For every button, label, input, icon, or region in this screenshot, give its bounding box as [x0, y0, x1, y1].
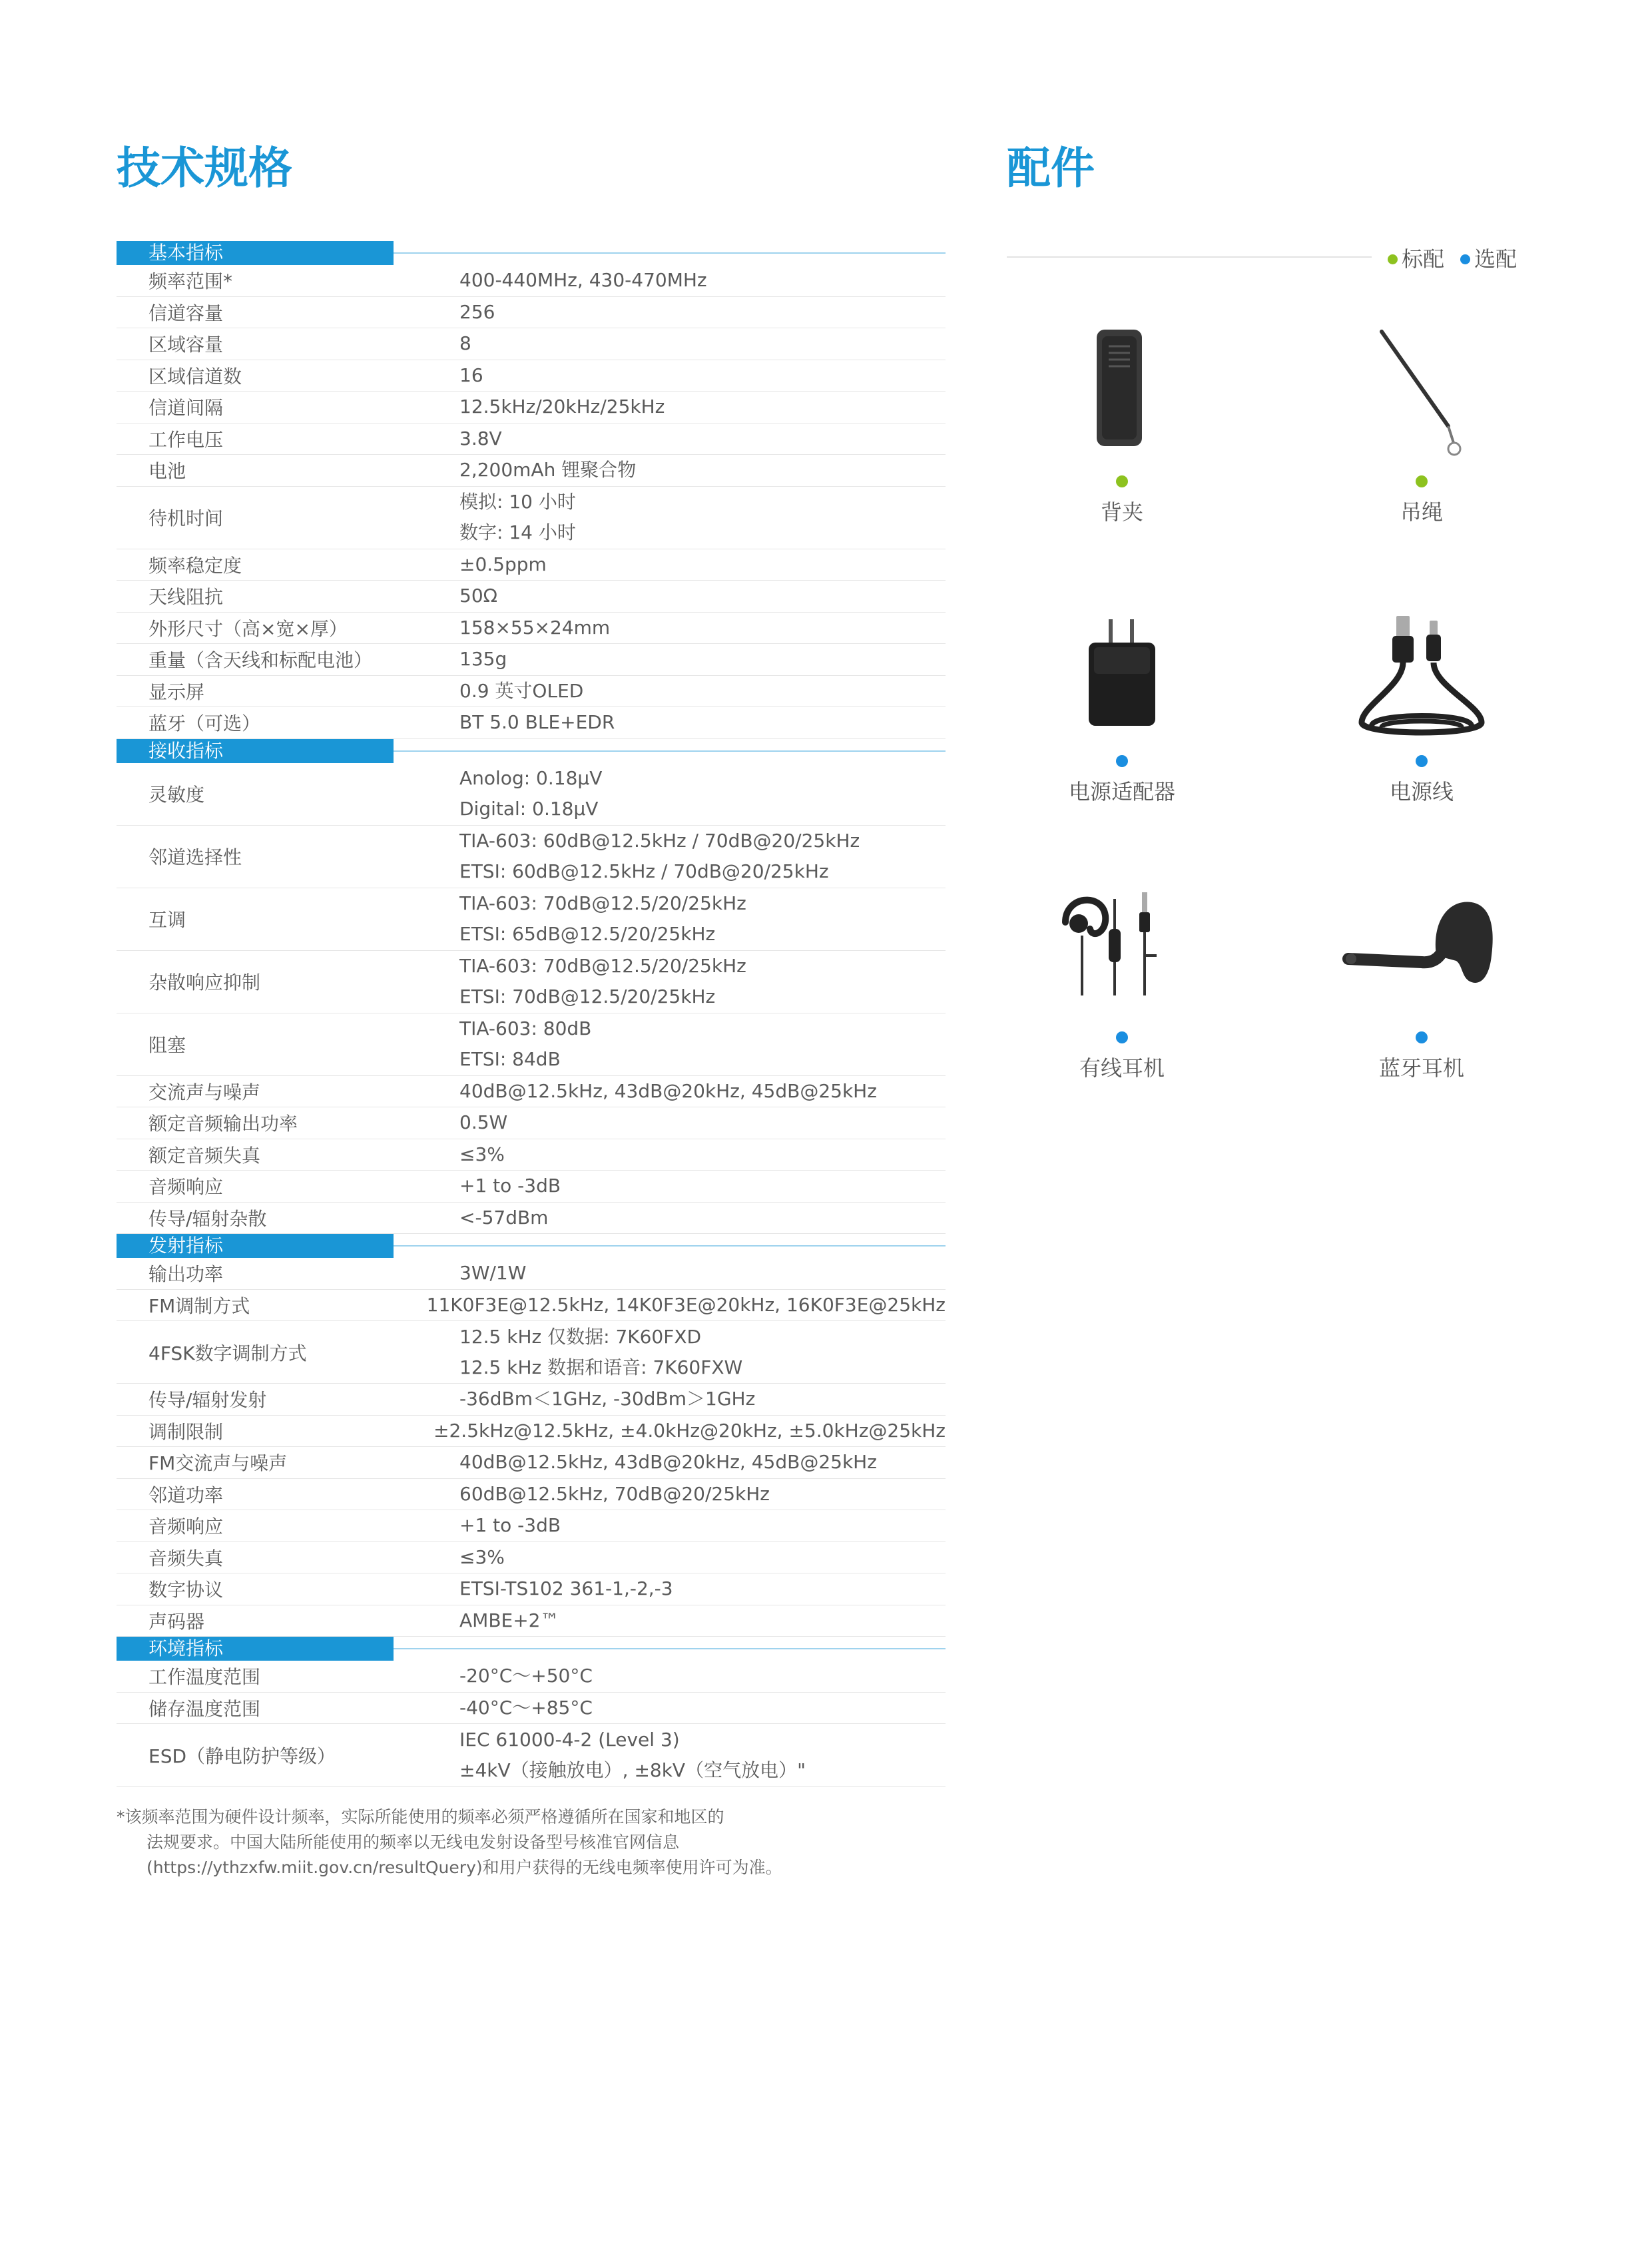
- spec-row: [117, 1724, 946, 1787]
- spec-value-line: ±4kV（接触放电）, ±8kV（空气放电）": [459, 1759, 806, 1781]
- spec-value-line: 数字: 14 小时: [459, 521, 576, 543]
- spec-row: [117, 1510, 946, 1542]
- standard-dot: [1416, 475, 1428, 487]
- section-header-bar: [117, 1234, 394, 1258]
- spec-label: ESD（静电防护等级）: [148, 1745, 336, 1767]
- spec-label: 邻道选择性: [148, 846, 242, 868]
- spec-row: [117, 1693, 946, 1725]
- accessories-title: 配件: [1007, 142, 1095, 194]
- spec-label: 额定音频失真: [148, 1144, 261, 1167]
- spec-value-line: -40°C～+85°C: [459, 1696, 593, 1719]
- spec-value-line: 0.9 英寸OLED: [459, 679, 584, 702]
- spec-value: [459, 423, 946, 454]
- spec-value: [459, 360, 946, 391]
- spec-value-line: TIA-603: 70dB@12.5/20/25kHz: [459, 955, 746, 977]
- spec-label: 信道容量: [148, 302, 224, 324]
- spec-row: [117, 1479, 946, 1511]
- spec-value: [459, 1384, 946, 1414]
- spec-value: [459, 644, 946, 675]
- spec-value-line: BT 5.0 BLE+EDR: [459, 711, 615, 734]
- spec-label: 天线阻抗: [148, 586, 224, 609]
- spec-row: [117, 1203, 946, 1235]
- spec-row: [117, 423, 946, 455]
- spec-label: 邻道功率: [148, 1484, 224, 1506]
- accessory-power-adapter: [982, 606, 1262, 806]
- standard-dot: [1116, 475, 1128, 487]
- spec-row: [117, 328, 946, 360]
- spec-row: [117, 644, 946, 676]
- spec-value-line: ETSI: 84dB: [459, 1048, 561, 1070]
- spec-row: [117, 392, 946, 423]
- spec-value: [459, 707, 946, 738]
- section-title: 接收指标: [148, 739, 224, 762]
- accessory-bluetooth-headset: [1282, 882, 1561, 1082]
- spec-row: [117, 613, 946, 645]
- spec-row: [117, 297, 946, 329]
- spec-value: [459, 265, 946, 296]
- spec-label: 额定音频输出功率: [148, 1113, 298, 1135]
- spec-row: [117, 676, 946, 708]
- spec-row: [117, 1573, 946, 1605]
- spec-value-line: 11K0F3E@12.5kHz, 14K0F3E@20kHz, 16K0F3E@25kHz: [426, 1293, 946, 1316]
- spec-row: [117, 888, 946, 951]
- optional-dot: [1116, 1031, 1128, 1043]
- spec-value: [459, 1171, 946, 1201]
- section-rule: [394, 252, 946, 254]
- spec-row: [117, 487, 946, 549]
- spec-value: [459, 1725, 946, 1786]
- spec-value: [459, 1139, 946, 1170]
- optional-dot: [1416, 755, 1428, 767]
- spec-value: [459, 1542, 946, 1573]
- spec-label: 交流声与噪声: [148, 1081, 261, 1103]
- spec-row: [117, 1661, 946, 1693]
- spec-label: 4FSK数字调制方式: [148, 1342, 307, 1364]
- spec-value-line: -36dBm＜1GHz, -30dBm＞1GHz: [459, 1388, 756, 1410]
- spec-label: 音频响应: [148, 1176, 224, 1199]
- spec-value-line: 16: [459, 364, 483, 386]
- spec-value-line: IEC 61000-4-2 (Level 3): [459, 1728, 680, 1751]
- footnote-line: 法规要求。中国大陆所能使用的频率以无线电发射设备型号核准官网信息: [146, 1832, 680, 1852]
- spec-label: 工作电压: [148, 428, 224, 451]
- spec-table: [117, 241, 946, 1787]
- spec-value: [459, 581, 946, 611]
- spec-value-line: 12.5kHz/20kHz/25kHz: [459, 396, 665, 418]
- spec-value-line: 12.5 kHz 数据和语音: 7K60FXW: [459, 1356, 743, 1378]
- spec-label: 显示屏: [148, 681, 205, 703]
- footnote-line: (https://ythzxfw.miit.gov.cn/resultQuery)和用户获得的无线电频率使用许可为准。: [146, 1858, 782, 1877]
- spec-row: [117, 951, 946, 1013]
- spec-label: 区域信道数: [148, 365, 242, 388]
- spec-label: 外形尺寸（高×宽×厚）: [148, 617, 348, 640]
- spec-row: [117, 1447, 946, 1479]
- spec-value: [459, 1322, 946, 1383]
- spec-label: 待机时间: [148, 507, 224, 529]
- spec-value-line: ETSI: 60dB@12.5kHz / 70dB@20/25kHz: [459, 860, 829, 882]
- spec-value-line: 60dB@12.5kHz, 70dB@20/25kHz: [459, 1482, 770, 1505]
- spec-value: [459, 328, 946, 359]
- accessory-name: 电源适配器: [1068, 779, 1175, 804]
- usb-cable-icon: [1282, 606, 1561, 752]
- spec-value-line: 0.5W: [459, 1111, 508, 1134]
- spec-label: 信道间隔: [148, 397, 224, 420]
- spec-value-line: 2,200mAh 锂聚合物: [459, 459, 637, 481]
- spec-label: 调制限制: [148, 1420, 224, 1443]
- section-header: [117, 739, 946, 763]
- accessory-usb-cable: [1282, 606, 1561, 806]
- footnote: [117, 1805, 946, 1880]
- spec-value: [459, 763, 946, 824]
- section-rule: [394, 750, 946, 752]
- spec-label: 频率范围*: [148, 270, 233, 293]
- spec-row: [117, 1107, 946, 1139]
- section-header: [117, 1637, 946, 1661]
- spec-label: 音频失真: [148, 1547, 224, 1569]
- spec-value: [459, 1479, 946, 1510]
- section-title: 环境指标: [148, 1637, 224, 1659]
- lanyard-icon: [1282, 326, 1561, 473]
- section-header-bar: [117, 1637, 394, 1661]
- optional-dot-icon: [1460, 254, 1470, 264]
- power-adapter-icon: [982, 606, 1262, 752]
- accessory-belt-clip: [982, 326, 1262, 526]
- wired-earpiece-icon: [982, 882, 1262, 1029]
- spec-value: [459, 1076, 946, 1107]
- spec-value: [459, 1107, 946, 1138]
- spec-value: [459, 455, 946, 485]
- spec-label: 区域容量: [148, 334, 224, 356]
- spec-label: 蓝牙（可选）: [148, 712, 261, 735]
- accessories-divider: [1007, 256, 1372, 258]
- spec-value-line: 12.5 kHz 仅数据: 7K60FXD: [459, 1325, 702, 1348]
- spec-value: [459, 1661, 946, 1691]
- spec-row: [117, 1321, 946, 1384]
- spec-label: FM交流声与噪声: [148, 1452, 288, 1475]
- spec-value: [459, 1510, 946, 1541]
- section-header: [117, 1234, 946, 1258]
- spec-label: 重量（含天线和标配电池）: [148, 649, 373, 672]
- spec-row: [117, 1605, 946, 1637]
- spec-row: [117, 581, 946, 613]
- spec-label: 杂散响应抑制: [148, 972, 261, 993]
- spec-label: 声码器: [148, 1610, 205, 1633]
- section-rule: [394, 1648, 946, 1649]
- spec-value: [459, 1203, 946, 1233]
- standard-dot-icon: [1388, 254, 1398, 264]
- spec-value-line: 40dB@12.5kHz, 43dB@20kHz, 45dB@25kHz: [459, 1451, 877, 1474]
- spec-value-line: 135g: [459, 648, 507, 671]
- spec-value-line: +1 to -3dB: [459, 1514, 561, 1537]
- spec-value-line: <-57dBm: [459, 1206, 549, 1229]
- spec-label: 频率稳定度: [148, 554, 242, 577]
- spec-value-line: 3W/1W: [459, 1262, 527, 1284]
- spec-value-line: -20°C～+50°C: [459, 1665, 593, 1687]
- belt-clip-icon: [982, 326, 1262, 473]
- accessory-name: 吊绳: [1400, 499, 1443, 525]
- spec-value-line: +1 to -3dB: [459, 1175, 561, 1197]
- spec-value: [459, 1605, 946, 1636]
- spec-value-line: ±2.5kHz@12.5kHz, ±4.0kHz@20kHz, ±5.0kHz@25kHz: [433, 1419, 946, 1442]
- section-rule: [394, 1245, 946, 1247]
- spec-value-line: Anolog: 0.18μV: [459, 767, 603, 789]
- spec-label: FM调制方式: [148, 1294, 250, 1317]
- spec-value: [427, 1290, 946, 1320]
- section-title: 基本指标: [148, 242, 224, 264]
- spec-row: [117, 1258, 946, 1290]
- spec-value-line: ±0.5ppm: [459, 553, 547, 575]
- spec-value-line: Digital: 0.18μV: [459, 798, 599, 820]
- accessory-name: 蓝牙耳机: [1378, 1055, 1464, 1081]
- spec-value-line: TIA-603: 70dB@12.5/20/25kHz: [459, 892, 746, 914]
- spec-row: [117, 360, 946, 392]
- spec-row: [117, 1542, 946, 1574]
- section-header: [117, 241, 946, 265]
- spec-row: [117, 763, 946, 826]
- spec-value-line: 模拟: 10 小时: [459, 491, 576, 513]
- spec-value-line: ≤3%: [459, 1143, 505, 1165]
- spec-value-line: ≤3%: [459, 1545, 505, 1568]
- optional-dot: [1116, 755, 1128, 767]
- legend-optional: 选配: [1474, 246, 1517, 272]
- accessory-name: 电源线: [1389, 779, 1454, 804]
- spec-row: [117, 1416, 946, 1448]
- spec-label: 数字协议: [148, 1579, 224, 1601]
- spec-row: [117, 1171, 946, 1203]
- spec-value-line: 8: [459, 332, 471, 355]
- spec-label: 储存温度范围: [148, 1697, 261, 1720]
- spec-row: [117, 707, 946, 739]
- footnote-line: *该频率范围为硬件设计频率，实际所能使用的频率必须严格遵循所在国家和地区的: [117, 1807, 724, 1826]
- spec-value: [459, 549, 946, 580]
- accessory-name: 背夹: [1100, 499, 1143, 525]
- spec-row: [117, 455, 946, 487]
- spec-label: 音频响应: [148, 1516, 224, 1538]
- spec-value-line: 256: [459, 300, 495, 323]
- spec-value: [459, 888, 946, 950]
- spec-title: 技术规格: [117, 142, 292, 194]
- spec-value: [459, 1013, 946, 1075]
- legend-standard: 标配: [1402, 246, 1445, 272]
- spec-value: [459, 1447, 946, 1478]
- section-header-bar: [117, 241, 394, 265]
- spec-value-line: ETSI: 70dB@12.5/20/25kHz: [459, 985, 716, 1007]
- spec-row: [117, 265, 946, 297]
- spec-value-line: TIA-603: 80dB: [459, 1017, 592, 1039]
- spec-label: 传导/辐射杂散: [148, 1207, 267, 1230]
- spec-value-line: ETSI: 65dB@12.5/20/25kHz: [459, 923, 716, 945]
- accessory-name: 有线耳机: [1079, 1055, 1165, 1081]
- spec-value-line: ETSI-TS102 361-1,-2,-3: [459, 1577, 673, 1600]
- spec-value: [459, 487, 946, 548]
- spec-label: 工作温度范围: [148, 1666, 261, 1689]
- spec-value: [459, 1693, 946, 1723]
- spec-value-line: 50Ω: [459, 585, 498, 607]
- spec-row: [117, 549, 946, 581]
- spec-row: [117, 1013, 946, 1076]
- accessory-lanyard: [1282, 326, 1561, 526]
- accessory-wired-earpiece: [982, 882, 1262, 1082]
- spec-label: 互调: [148, 909, 186, 931]
- spec-value-line: 400-440MHz, 430-470MHz: [459, 269, 707, 292]
- spec-value-line: 3.8V: [459, 427, 502, 449]
- spec-label: 输出功率: [148, 1263, 224, 1286]
- section-title: 发射指标: [148, 1235, 224, 1257]
- spec-value: [459, 951, 946, 1012]
- legend: [1388, 242, 1517, 273]
- spec-value: [459, 676, 946, 706]
- spec-value: [459, 613, 946, 643]
- spec-value: [459, 392, 946, 422]
- spec-row: [117, 1076, 946, 1108]
- spec-row: [117, 826, 946, 888]
- spec-value-line: TIA-603: 60dB@12.5kHz / 70dB@20/25kHz: [459, 830, 860, 852]
- spec-label: 灵敏度: [148, 784, 205, 806]
- spec-value-line: AMBE+2™: [459, 1609, 559, 1631]
- spec-value: [459, 1258, 946, 1288]
- spec-label: 阻塞: [148, 1034, 186, 1056]
- spec-row: [117, 1139, 946, 1171]
- spec-row: [117, 1384, 946, 1416]
- section-header-bar: [117, 739, 394, 763]
- spec-value-line: 158×55×24mm: [459, 616, 611, 639]
- spec-label: 传导/辐射发射: [148, 1389, 267, 1412]
- spec-label: 电池: [148, 460, 186, 483]
- spec-value: [459, 826, 946, 887]
- spec-value: [433, 1416, 946, 1446]
- bluetooth-headset-icon: [1282, 882, 1561, 1029]
- spec-value: [459, 297, 946, 328]
- optional-dot: [1416, 1031, 1428, 1043]
- spec-value: [459, 1573, 946, 1604]
- spec-value-line: 40dB@12.5kHz, 43dB@20kHz, 45dB@25kHz: [459, 1079, 877, 1102]
- spec-row: [117, 1290, 946, 1322]
